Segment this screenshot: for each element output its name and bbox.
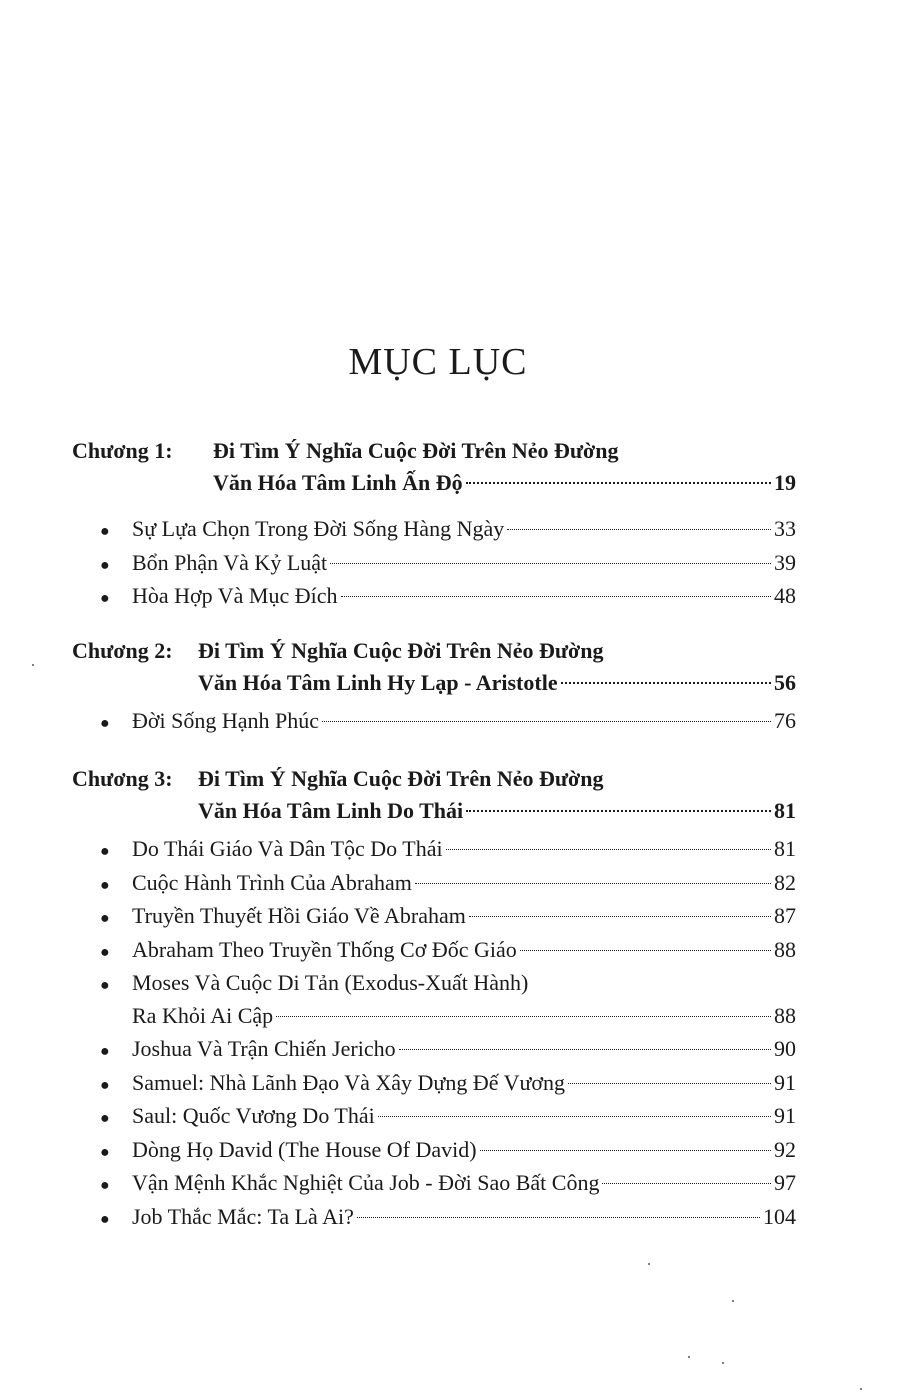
- list-item: [100, 1133, 796, 1167]
- list-item: [100, 866, 796, 900]
- list-item: [100, 1032, 796, 1066]
- page-number: 88: [774, 1002, 796, 1028]
- entry-label: Truyền Thuyết Hồi Giáo Về Abraham: [132, 903, 466, 929]
- list-item: [100, 512, 796, 546]
- page-number: 19: [774, 470, 796, 495]
- list-item: [100, 1066, 796, 1100]
- page-number: 39: [774, 549, 796, 575]
- chapter-title-line1: Đi Tìm Ý Nghĩa Cuộc Đời Trên Nẻo Đường: [213, 438, 619, 463]
- bullet-icon: ●: [100, 1177, 110, 1195]
- list-item: [100, 899, 796, 933]
- list-item: [100, 832, 796, 866]
- dot-leader: [469, 916, 771, 917]
- bullet-icon: ●: [100, 1143, 110, 1161]
- bullet-icon: ●: [100, 910, 110, 928]
- bullet-icon: ●: [100, 1042, 110, 1060]
- chapter-title-line2: Văn Hóa Tâm Linh Hy Lạp - Aristotle: [198, 670, 558, 695]
- list-item: [100, 704, 796, 738]
- scan-speck: [732, 1300, 734, 1302]
- chapter-title-line2: Văn Hóa Tâm Linh Ấn Độ: [213, 470, 463, 495]
- page-number: 88: [774, 936, 796, 962]
- dot-leader: [276, 1016, 771, 1017]
- chapter-3-heading: [72, 764, 796, 828]
- list-item-continuation: [100, 1000, 796, 1032]
- bullet-icon: ●: [100, 715, 110, 732]
- list-item: [100, 933, 796, 967]
- entry-label: Job Thắc Mắc: Ta Là Ai?: [132, 1203, 354, 1229]
- dot-leader: [446, 849, 771, 850]
- bullet-icon: ●: [100, 977, 110, 995]
- dot-leader: [466, 810, 771, 812]
- list-item: [100, 1200, 796, 1234]
- page-number: 33: [774, 516, 796, 541]
- chapter-label: Chương 2:: [72, 638, 173, 663]
- page-number: 48: [774, 583, 796, 609]
- bullet-icon: ●: [100, 1110, 110, 1128]
- page-number: 97: [774, 1170, 796, 1196]
- entry-label: Ra Khỏi Ai Cập: [132, 1002, 274, 1028]
- chapter-2-heading: [72, 636, 796, 700]
- scan-speck: [688, 1356, 690, 1358]
- chapter-title-line1: Đi Tìm Ý Nghĩa Cuộc Đời Trên Nẻo Đường: [198, 766, 604, 791]
- chapter-1-entries: [100, 512, 796, 613]
- page-number: 56: [774, 670, 796, 695]
- dot-leader: [520, 950, 771, 951]
- bullet-icon: ●: [100, 943, 110, 961]
- page-number: 104: [763, 1203, 796, 1229]
- dot-leader: [480, 1150, 771, 1151]
- dot-leader: [357, 1217, 760, 1218]
- entry-label: Hòa Hợp Và Mục Đích: [132, 583, 338, 609]
- scan-speck: [722, 1362, 724, 1364]
- page-title: MỤC LỤC: [348, 341, 528, 383]
- list-item: [100, 1099, 796, 1133]
- bullet-icon: ●: [100, 1076, 110, 1094]
- dot-leader: [561, 682, 771, 684]
- entry-label: Saul: Quốc Vương Do Thái: [132, 1103, 375, 1129]
- page-number: 82: [774, 869, 796, 895]
- scan-speck: [860, 1388, 862, 1390]
- entry-label: Dòng Họ David (The House Of David): [132, 1136, 477, 1162]
- page-number: 92: [774, 1136, 796, 1162]
- page-number: 91: [774, 1103, 796, 1129]
- bullet-icon: ●: [100, 590, 110, 608]
- entry-label: Do Thái Giáo Và Dân Tộc Do Thái: [132, 836, 443, 861]
- scan-speck: [32, 664, 34, 666]
- dot-leader: [399, 1049, 771, 1050]
- entry-label: Joshua Và Trận Chiến Jericho: [132, 1035, 396, 1061]
- dot-leader: [466, 482, 771, 484]
- dot-leader: [602, 1183, 771, 1184]
- bullet-icon: ●: [100, 523, 110, 540]
- dot-leader: [507, 529, 771, 530]
- bullet-icon: ●: [100, 876, 110, 894]
- page-number: 90: [774, 1035, 796, 1061]
- list-item: [100, 1166, 796, 1200]
- entry-label: Abraham Theo Truyền Thống Cơ Đốc Giáo: [132, 936, 517, 962]
- page-number: 81: [774, 836, 796, 861]
- bullet-icon: ●: [100, 843, 110, 860]
- scan-speck: [648, 1263, 650, 1265]
- chapter-title-line1: Đi Tìm Ý Nghĩa Cuộc Đời Trên Nẻo Đường: [198, 638, 604, 663]
- entry-label: Moses Và Cuộc Di Tản (Exodus-Xuất Hành): [132, 970, 529, 996]
- dot-leader: [568, 1083, 771, 1084]
- entry-label: Cuộc Hành Trình Của Abraham: [132, 869, 412, 895]
- list-item: [100, 546, 796, 580]
- entry-label: Đời Sống Hạnh Phúc: [132, 708, 320, 733]
- chapter-label: Chương 1:: [72, 438, 173, 463]
- dot-leader: [322, 721, 771, 722]
- bullet-icon: ●: [100, 1210, 110, 1228]
- dot-leader: [378, 1116, 771, 1117]
- chapter-title-line2: Văn Hóa Tâm Linh Do Thái: [198, 798, 464, 823]
- page-number: 91: [774, 1069, 796, 1095]
- chapter-3-entries: [100, 832, 796, 1234]
- dot-leader: [415, 883, 771, 884]
- chapter-label: Chương 3:: [72, 766, 173, 791]
- list-item: [100, 966, 796, 1000]
- entry-label: Samuel: Nhà Lãnh Đạo Và Xây Dựng Đế Vương: [132, 1069, 566, 1095]
- page-number: 76: [774, 708, 796, 733]
- entry-label: Vận Mệnh Khắc Nghiệt Của Job - Đời Sao Bất Công: [132, 1170, 600, 1196]
- page-number: 81: [774, 798, 796, 823]
- dot-leader: [330, 563, 771, 564]
- page-number: 87: [774, 903, 796, 929]
- chapter-1-heading: [72, 436, 796, 500]
- dot-leader: [341, 596, 771, 597]
- list-item: [100, 579, 796, 613]
- bullet-icon: ●: [100, 556, 110, 574]
- chapter-2-entries: [100, 704, 796, 738]
- entry-label: Sự Lựa Chọn Trong Đời Sống Hàng Ngày: [132, 516, 505, 541]
- entry-label: Bổn Phận Và Kỷ Luật: [132, 549, 328, 575]
